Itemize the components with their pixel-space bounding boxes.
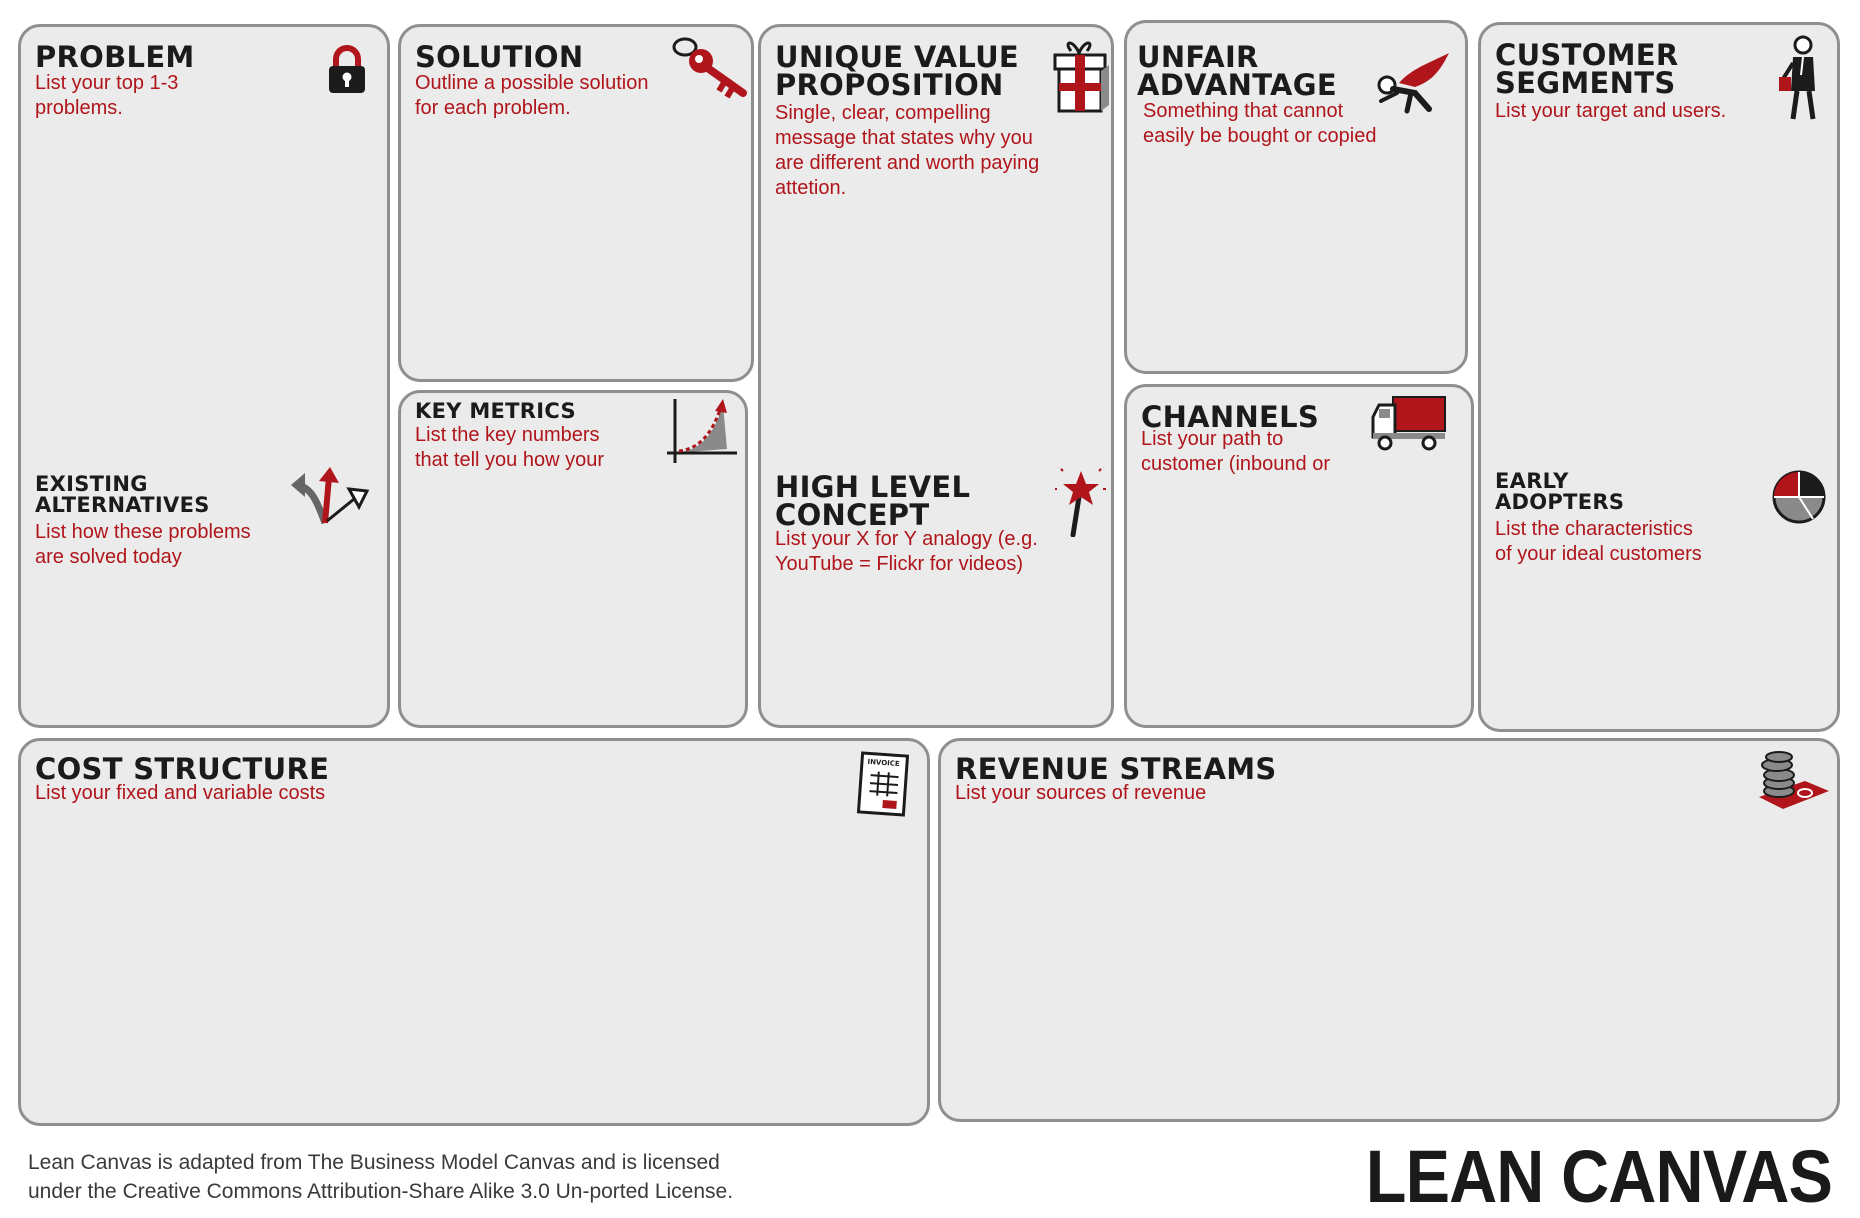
channels-box[interactable] (1124, 384, 1474, 728)
customer-segments-title: CUSTOMER SEGMENTS (1495, 38, 1679, 100)
license-line-1: Lean Canvas is adapted from The Business Model Canvas and is licensed (28, 1151, 720, 1174)
uvp-description: Single, clear, compelling message that states why you are different and worth paying attetion. (775, 102, 1040, 199)
problem-box[interactable] (18, 24, 390, 728)
invoice-label: INVOICE (867, 757, 900, 769)
key-icon (671, 35, 751, 99)
existing-alternatives-description: List how these problems are solved today (35, 521, 251, 568)
solution-title: SOLUTION (415, 40, 584, 74)
superhero-icon (1371, 49, 1451, 115)
unfair-advantage-description: Something that cannot easily be bought or copied (1143, 100, 1377, 147)
high-level-concept-description: List your X for Y analogy (e.g. YouTube = Flickr for videos) (775, 528, 1038, 575)
channels-description: List your path to customer (inbound or (1141, 428, 1330, 475)
revenue-streams-title: REVENUE STREAMS (955, 752, 1277, 786)
high-level-concept-title: HIGH LEVEL CONCEPT (775, 470, 971, 532)
key-metrics-box[interactable] (398, 390, 748, 728)
person-icon (1775, 35, 1825, 121)
pie-chart-icon (1771, 469, 1827, 525)
cost-structure-box[interactable] (18, 738, 930, 1126)
invoice-icon (857, 751, 909, 816)
early-adopters-description: List the characteristics of your ideal customers (1495, 518, 1702, 565)
problem-description: List your top 1-3 problems. (35, 72, 179, 119)
cost-structure-title: COST STRUCTURE (35, 752, 330, 786)
unfair-advantage-box[interactable] (1124, 20, 1468, 374)
license-line-2: under the Creative Commons Attribution-Share Alike 3.0 Un-ported License. (28, 1180, 734, 1203)
existing-alternatives-title: EXISTING ALTERNATIVES (35, 472, 210, 517)
uvp-box[interactable] (758, 24, 1114, 728)
truck-icon (1369, 393, 1449, 453)
lock-icon (326, 45, 368, 95)
growth-chart-icon (665, 397, 739, 467)
brand-title: LEAN CANVAS (1365, 1135, 1832, 1218)
solution-box[interactable] (398, 24, 754, 382)
key-metrics-description: List the key numbers that tell you how your (415, 424, 604, 471)
customer-segments-description: List your target and users. (1495, 100, 1727, 122)
arrows-icon (289, 465, 371, 527)
channels-title: CHANNELS (1141, 400, 1320, 434)
license-note (28, 1148, 928, 1206)
unfair-advantage-title: UNFAIR ADVANTAGE (1137, 40, 1337, 102)
magic-wand-icon (1055, 467, 1109, 537)
coins-icon (1757, 751, 1831, 813)
revenue-streams-description: List your sources of revenue (955, 782, 1207, 804)
invoice-grid-icon (866, 769, 901, 811)
revenue-streams-box[interactable] (938, 738, 1840, 1122)
gift-icon (1049, 41, 1111, 115)
problem-title: PROBLEM (35, 40, 195, 74)
early-adopters-title: EARLY ADOPTERS (1495, 469, 1625, 514)
solution-description: Outline a possible solution for each problem. (415, 72, 649, 119)
cost-structure-description: List your fixed and variable costs (35, 782, 326, 804)
key-metrics-title: KEY METRICS (415, 399, 576, 423)
customer-segments-box[interactable] (1478, 22, 1840, 732)
uvp-title: UNIQUE VALUE PROPOSITION (775, 40, 1020, 102)
